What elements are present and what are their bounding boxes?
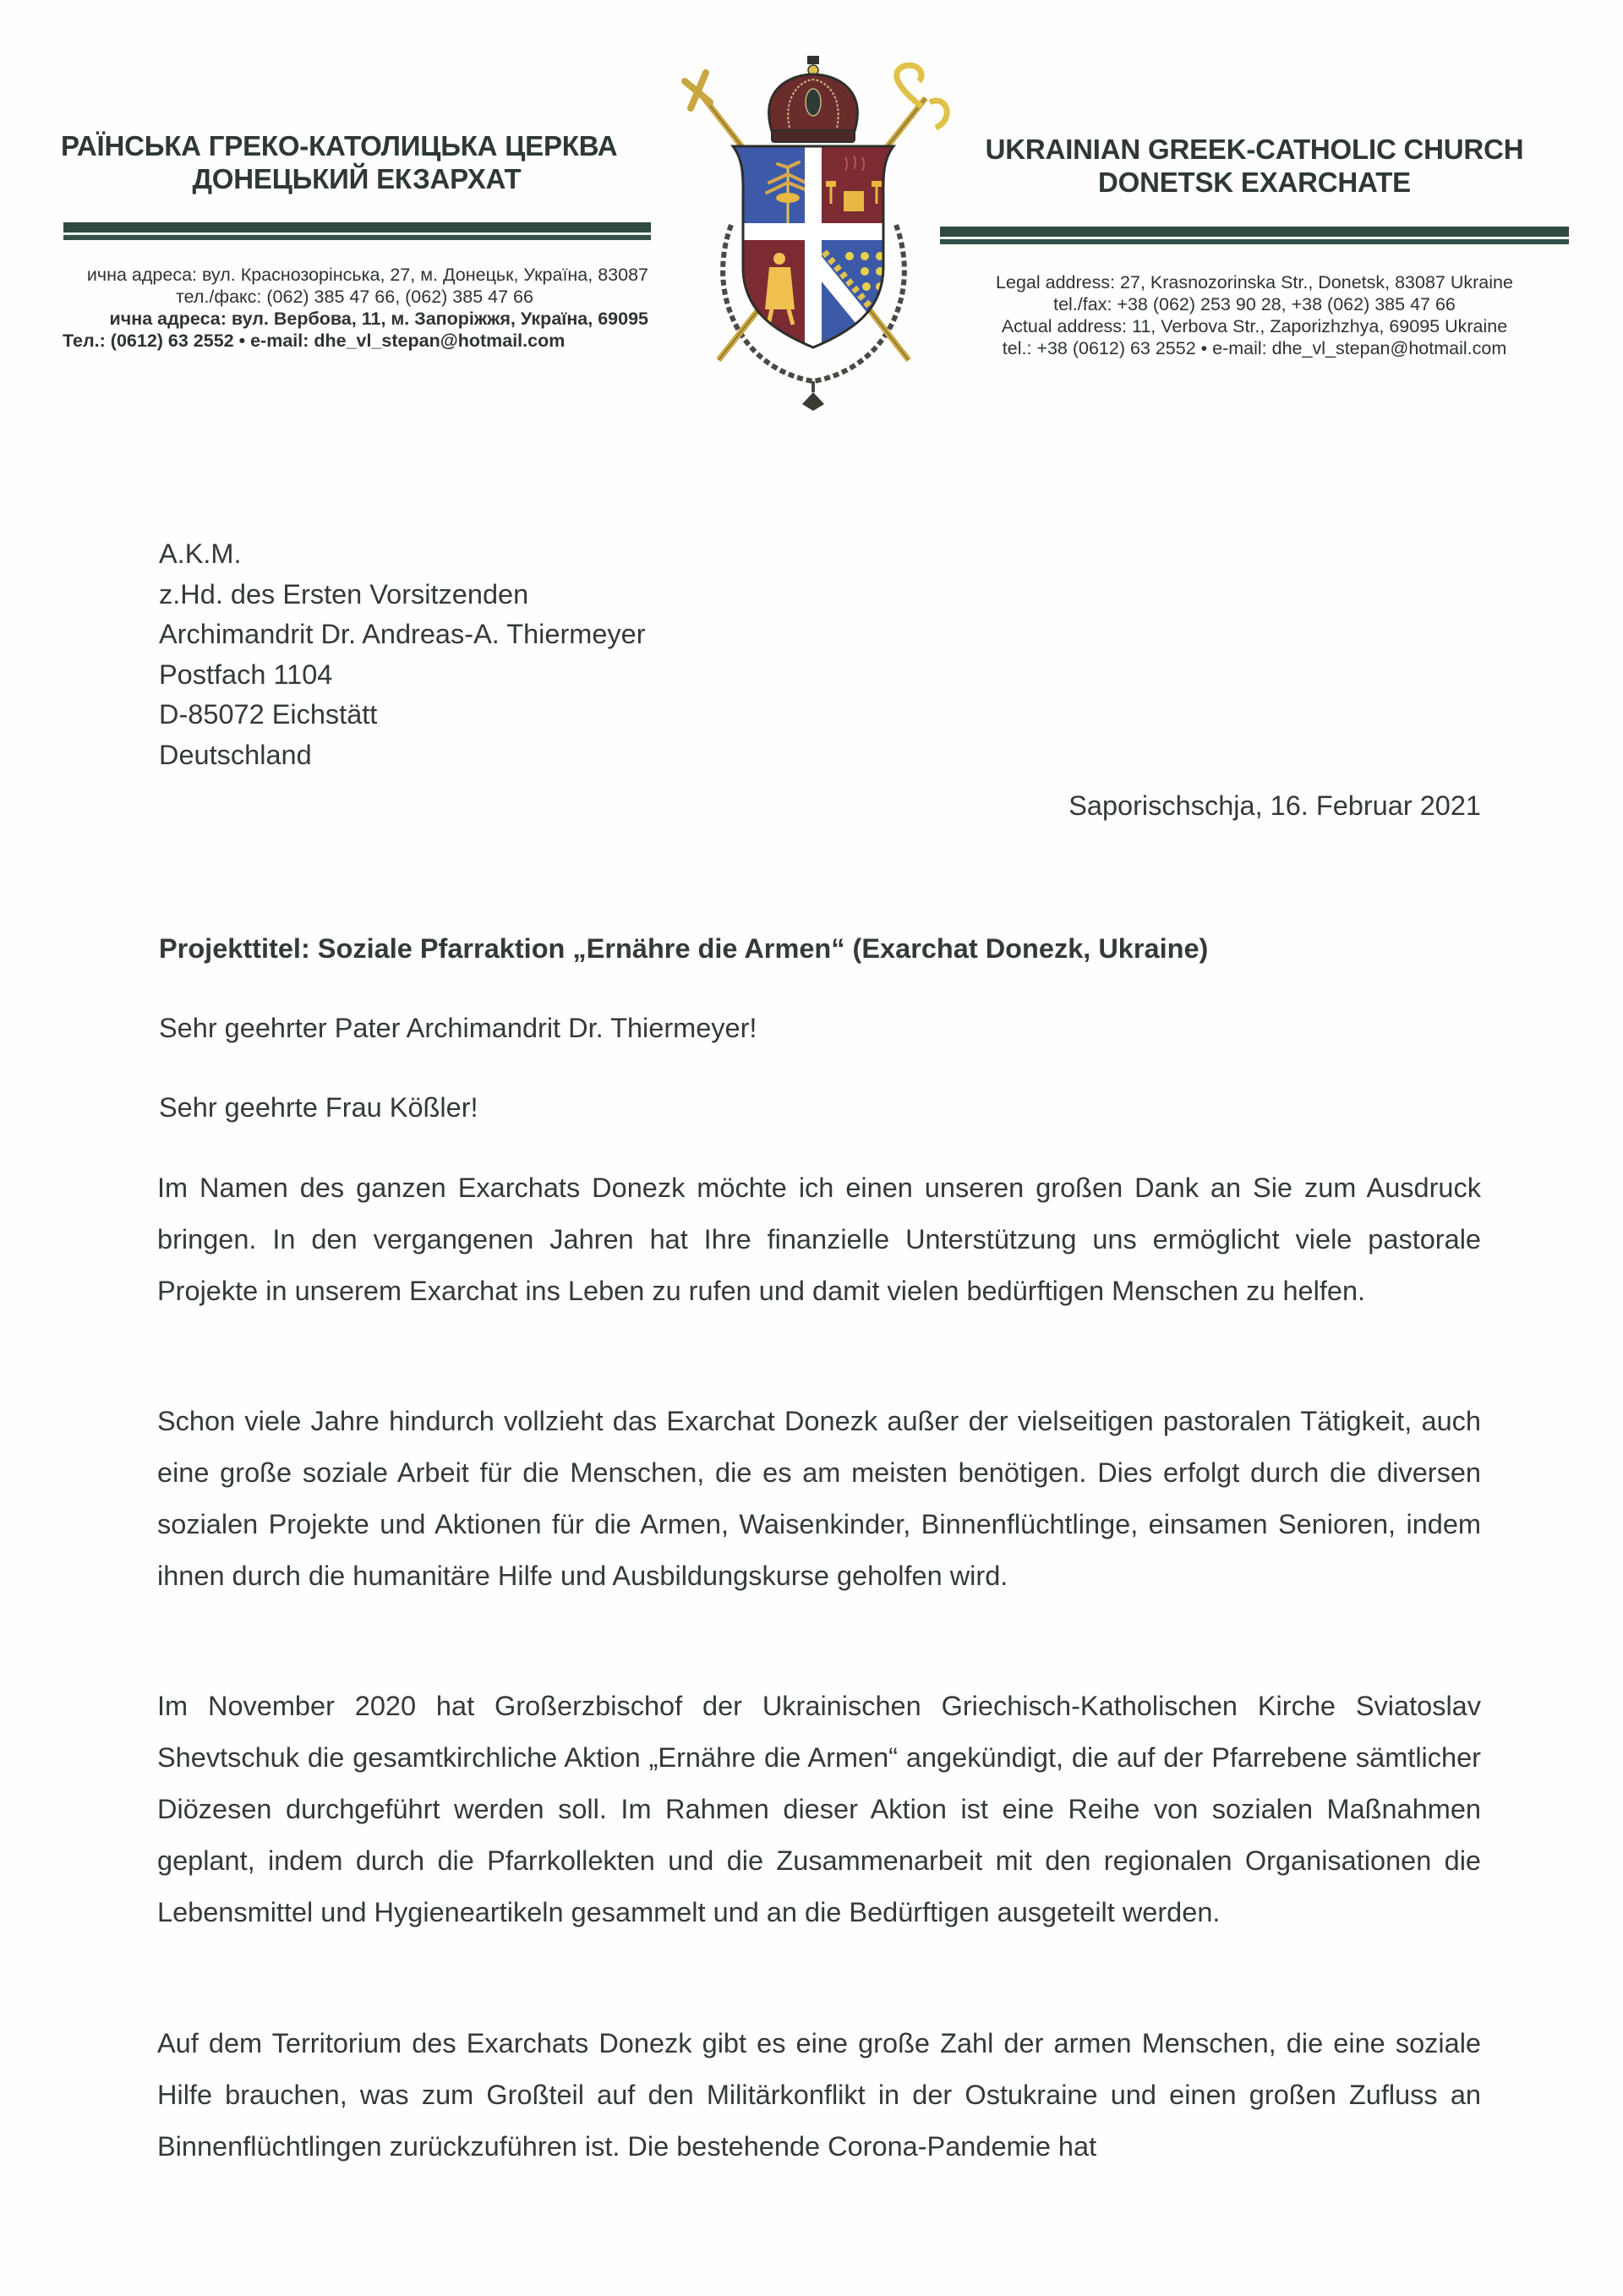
body-paragraph-2: Schon viele Jahre hindurch vollzieht das Exarchat Donezk außer der vielseitigen pastoralen Tätigkeit, auch eine große soziale Arbeit für die Menschen, die es am meisten benötigen. Dies erfolgt durch die diversen sozialen Projekte und Aktionen für die Armen, Waisenkinder, Binnenflüchtlinge, einsamen Senioren, indem ihnen durch die humanitäre Hilfe und Ausbildungskurse geholfen wird. (157, 1406, 1481, 1591)
coat-of-arms-icon (672, 56, 955, 411)
letterhead-rule-left (63, 222, 651, 240)
legal-address-english: Legal address: 27, Krasnozorinska Str., Donetsk, 83087 Ukraine (996, 272, 1513, 292)
phone-fax-english: tel./fax: +38 (062) 253 90 28, +38 (062) 385 47 66 (1053, 294, 1456, 314)
letterhead-title-ukrainian (61, 129, 653, 195)
recipient-organization: A.K.M. (159, 538, 242, 569)
recipient-po-box: Postfach 1104 (159, 659, 333, 690)
recipient-attention: z.Hd. des Ersten Vorsitzenden (159, 578, 529, 610)
body-paragraph-3: Im November 2020 hat Großerzbischof der Ukrainischen Griechisch-Katholischen Kirche Sviatoslav Shevtschuk die gesamtkirchliche Aktion „Ernähre die Armen“ angekündigt, die auf der Pfarrebene sämtlicher Diözesen durchgeführt werden soll. Im Rahmen dieser Aktion ist eine Reihe von sozialen Maßnahmen geplant, indem durch die Pfarrkollekten und die Zusammenarbeit mit den regionalen Organisationen die Lebensmittel und Hygieneartikeln gesammelt und an die Bedürftigen ausgeteilt werden. (157, 1691, 1481, 1927)
letter-date: Saporischschja, 16. Februar 2021 (1068, 790, 1481, 821)
letter-subject: Projekttitel: Soziale Pfarraktion „Ernähre die Armen“ (Exarchat Donezk, Ukraine) (159, 933, 1209, 964)
contact-english: tel.: +38 (0612) 63 2552 • e-mail: dhe_vl_stepan@hotmail.com (1002, 338, 1507, 358)
church-name-english: UKRAINIAN GREEK-CATHOLIC CHURCH (985, 134, 1524, 165)
body-paragraph-4: Auf dem Territorium des Exarchats Donezk gibt es eine große Zahl der armen Menschen, die eine soziale Hilfe brauchen, was zum Großteil auf den Militärkonflikt in der Ostukraine und einen großen Zufluss an Binnenflüchtlingen zurückzuführen ist. Die bestehende Corona-Pandemie hat (157, 2028, 1481, 2162)
exarchate-name-ukrainian: ДОНЕЦЬКИЙ ЕКЗАРХАТ (192, 163, 522, 194)
letterhead-address-english (940, 271, 1569, 359)
actual-address-ukrainian: ична адреса: вул. Вербова, 11, м. Запоріжжя, Україна, 69095 (109, 309, 648, 329)
letterhead-title-english (940, 133, 1569, 199)
salutation-1: Sehr geehrter Pater Archimandrit Dr. Thiermeyer! (159, 1013, 757, 1043)
recipient-country: Deutschland (159, 739, 312, 770)
contact-ukrainian: Тел.: (0612) 63 2552 • e-mail: dhe_vl_stepan@hotmail.com (63, 331, 566, 351)
letterhead-rule-right (940, 227, 1569, 244)
church-name-ukrainian: РАЇНСЬКА ГРЕКО-КАТОЛИЦЬКА ЦЕРКВА (61, 130, 618, 161)
phone-fax-ukrainian: тел./факс: (062) 385 47 66, (062) 385 47 66 (176, 287, 533, 307)
recipient-address-block (159, 534, 646, 775)
recipient-name: Archimandrit Dr. Andreas-A. Thiermeyer (159, 619, 646, 649)
letterhead-address-ukrainian (61, 264, 648, 352)
salutation-2: Sehr geehrte Frau Kößler! (159, 1092, 478, 1123)
actual-address-english: Actual address: 11, Verbova Str., Zaporizhzhya, 69095 Ukraine (1001, 316, 1508, 336)
body-paragraph-1: Im Namen des ganzen Exarchats Donezk möchte ich einen unseren großen Dank an Sie zum Ausdruck bringen. In den vergangenen Jahren hat Ihre finanzielle Unterstützung uns ermöglicht viele pastorale Projekte in unserem Exarchat ins Leben zu rufen und damit vielen bedürftigen Menschen zu helfen. (157, 1173, 1481, 1306)
recipient-city: D-85072 Eichstätt (159, 699, 378, 730)
exarchate-name-english: DONETSK EXARCHATE (1097, 167, 1411, 198)
legal-address-ukrainian: ична адреса: вул. Краснозорінська, 27, м. Донецьк, Україна, 83087 (86, 265, 648, 285)
